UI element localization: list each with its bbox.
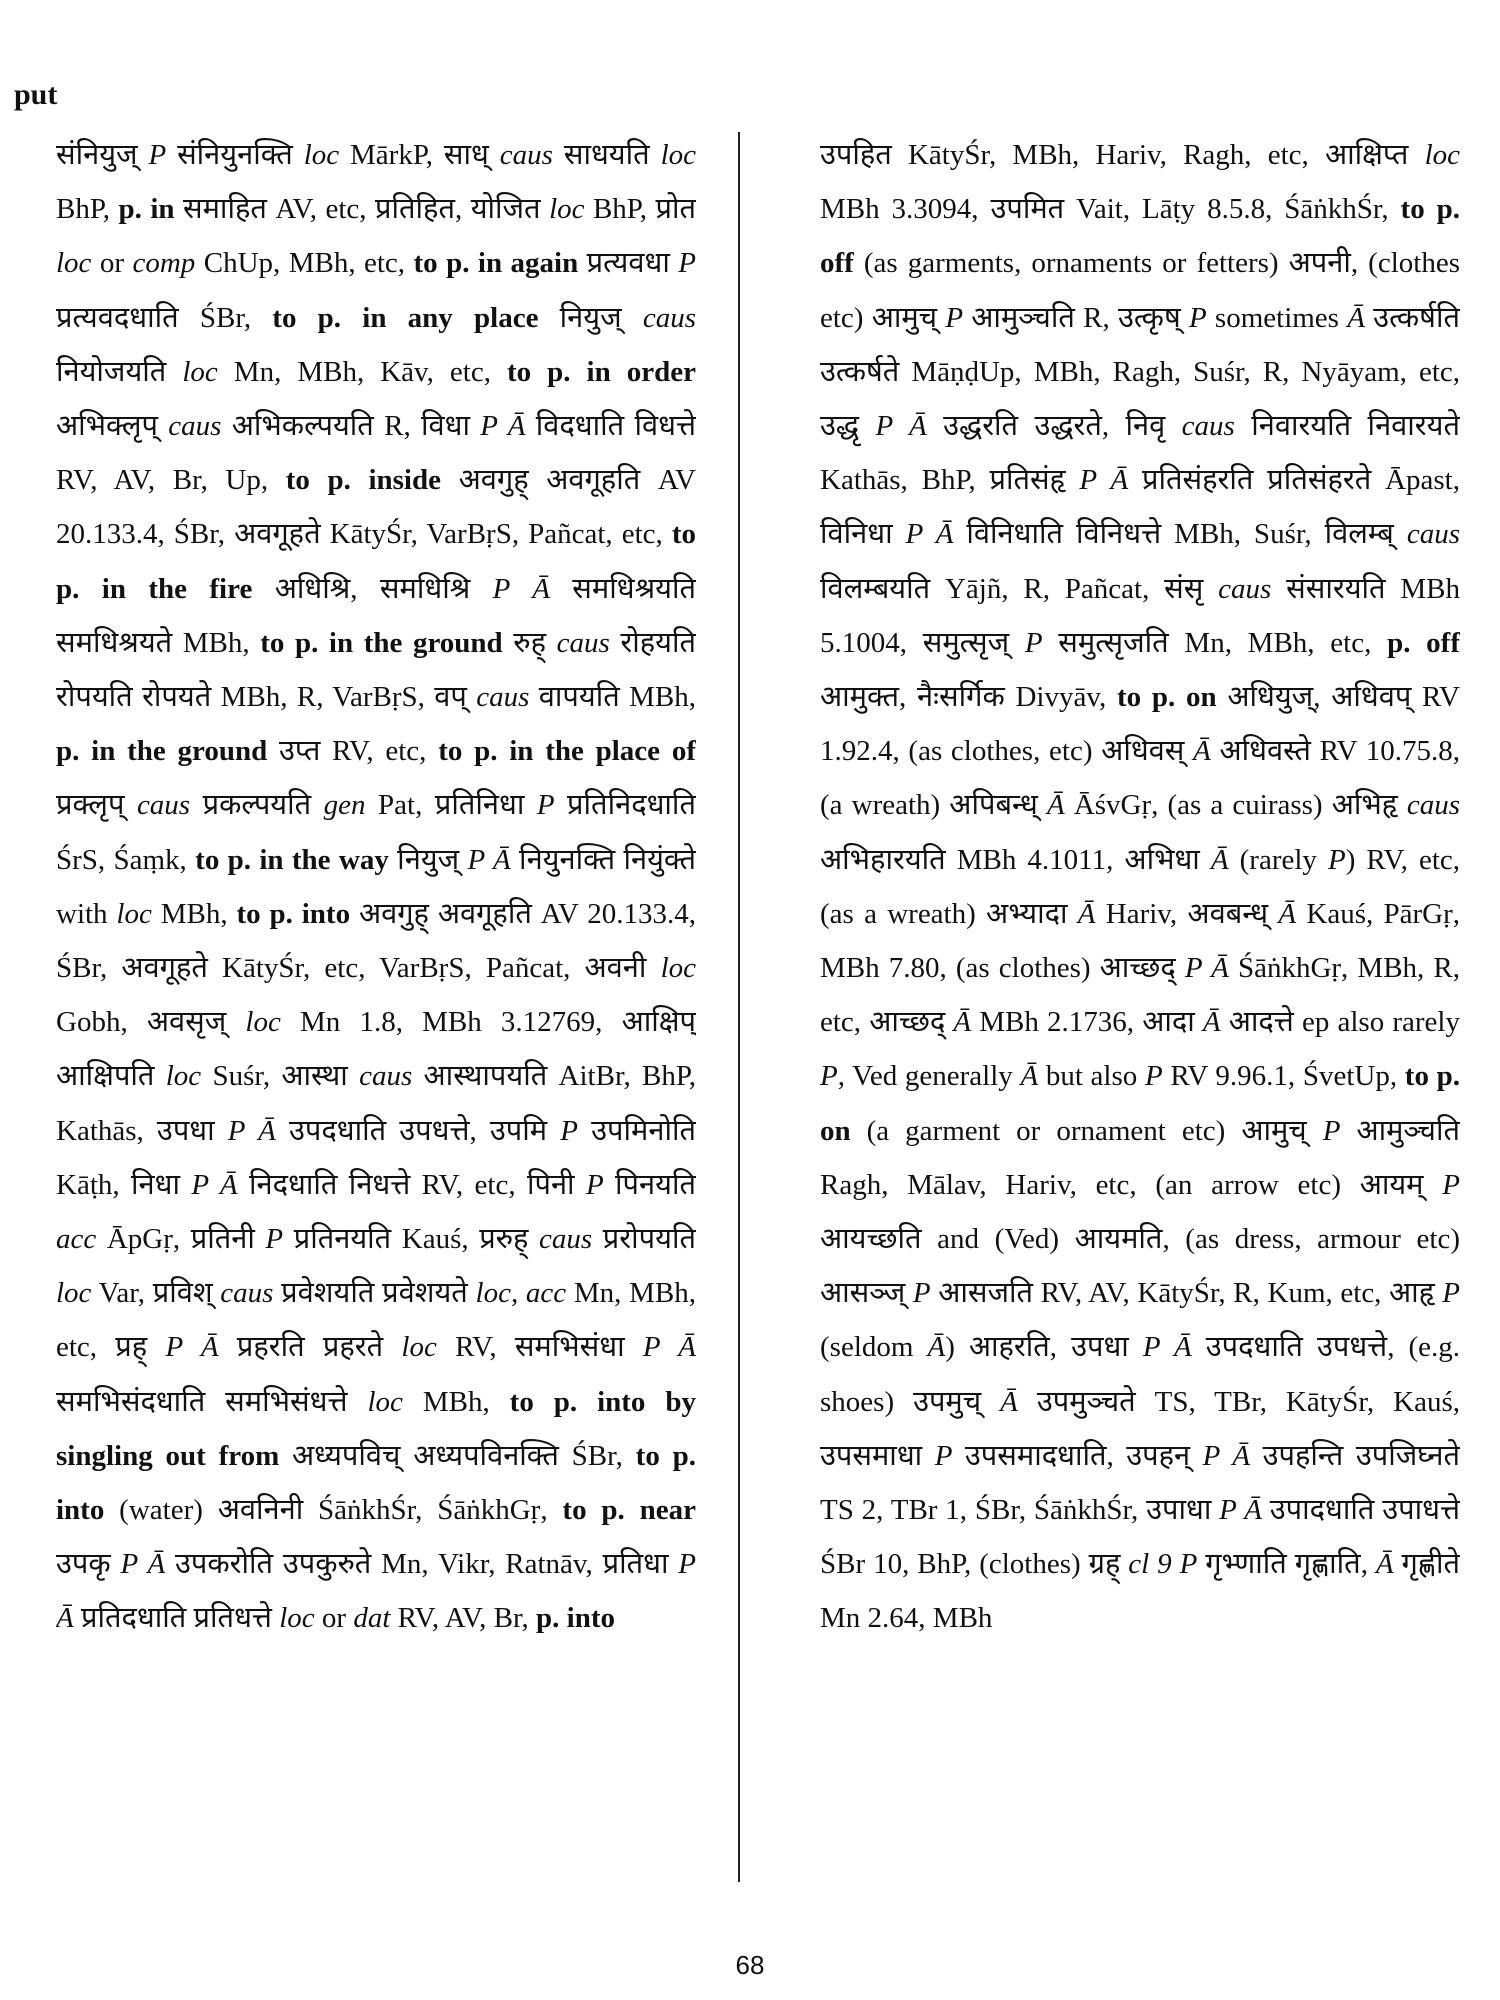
text-run: to p. inside	[285, 464, 441, 497]
text-run: P	[1024, 626, 1043, 659]
text-run: P Ā	[1219, 1494, 1262, 1527]
text-run: अभिकल्पयति R, विधा	[221, 410, 481, 443]
text-run: P	[912, 1277, 931, 1310]
text-run: p. off	[1387, 626, 1460, 659]
page-number: 68	[735, 1950, 765, 1980]
text-run: नियुज्	[538, 301, 643, 334]
text-run: caus	[168, 410, 222, 443]
text-run: ) RV, etc, (as a wreath) अभ्यादा	[820, 843, 1460, 930]
text-run: (a garment or ornament etc) आमुच्	[850, 1114, 1323, 1147]
text-run: प्रतिदधाति प्रतिधत्ते	[73, 1602, 280, 1635]
text-run: (water) अवनिनी ŚāṅkhŚr, ŚāṅkhGṛ,	[104, 1494, 563, 1527]
text-run: Ā	[953, 1006, 972, 1039]
text-run: (seldom	[820, 1331, 928, 1364]
text-run: p. in	[118, 193, 175, 226]
text-run: cl 9 P	[1128, 1548, 1198, 1581]
text-run: Ā	[1193, 735, 1211, 768]
text-run: to p. in the way	[195, 843, 389, 876]
text-run: Ā	[1375, 1548, 1394, 1581]
text-run: ) आहरति, उपधा	[945, 1331, 1143, 1364]
text-run: to p. into by singling out from	[56, 1385, 696, 1472]
text-run: उपादधाति उपाधत्ते ŚBr 10, BhP, (clothes) ग्रह्	[820, 1494, 1460, 1581]
text-run: नियुनक्ति नियुंक्ते with	[56, 843, 696, 930]
text-run: Ā	[1000, 1385, 1018, 1418]
text-run: caus	[556, 626, 610, 659]
text-run: ĀśvGṛ, (as a cuirass) अभिहृ	[1064, 789, 1407, 822]
text-run: अवगुह् अवगूहति AV 20.133.4, ŚBr, अवगूहते KātyŚr, etc, VarBṛS, Pañcat, अवनी	[56, 897, 696, 985]
text-run: loc	[56, 247, 92, 280]
text-run: Ā	[1020, 1060, 1039, 1093]
text-run: ŚāṅkhGṛ, MBh, R, etc, आच्छद्	[820, 952, 1460, 1039]
left-column-text	[56, 128, 696, 1646]
text-run: Pat, प्रतिनिधा	[365, 789, 537, 822]
text-run: नियोजयति	[56, 355, 183, 388]
text-run: अधिवस्ते RV 10.75.8, (a wreath) अपिबन्ध्	[820, 735, 1460, 822]
text-run: P Ā	[1184, 952, 1229, 985]
left-column	[56, 128, 696, 1918]
text-run: loc	[660, 952, 696, 985]
text-run: विनिधाति विनिधत्ते MBh, Suśr, विलम्ब्	[953, 518, 1407, 551]
text-run: to p. on	[820, 1060, 1460, 1147]
text-run: but also	[1038, 1060, 1145, 1093]
text-run: (as garments, ornaments or fetters) अपनी, (clothes etc) आमुच्	[820, 247, 1460, 334]
text-run: साधयति	[552, 139, 661, 171]
text-run: आस्थापयति AitBr, BhP, Kathās, उपधा	[56, 1060, 696, 1147]
text-run: P Ā	[467, 843, 511, 876]
text-run: अधिश्रि, समधिश्रि	[252, 572, 493, 605]
text-run: MBh,	[151, 897, 237, 930]
text-run: caus	[642, 301, 696, 334]
text-run: Gobh, अवसृज्	[56, 1006, 246, 1039]
text-run: आदत्ते ep also rarely	[1220, 1006, 1460, 1039]
text-run: रोहयति रोपयति रोपयते MBh, R, VarBṛS, वप्	[56, 626, 696, 714]
text-run: P Ā	[227, 1114, 276, 1147]
text-run: loc	[367, 1385, 403, 1418]
text-run: Mn 1.8, MBh 3.12769, आक्षिप् आक्षिपति	[56, 1006, 696, 1093]
text-run: Ā	[1046, 789, 1065, 822]
right-column	[820, 128, 1460, 1918]
text-run: आमुक्त, नैःसर्गिक Divyāv,	[820, 681, 1117, 714]
text-run: P Ā	[492, 572, 550, 605]
text-run: P	[1442, 1168, 1460, 1201]
text-run: P	[560, 1114, 578, 1147]
text-run: p. into	[536, 1602, 615, 1635]
text-run: to p. into	[56, 1439, 696, 1527]
text-run: (rarely	[1228, 843, 1328, 876]
text-run: Ā	[1278, 897, 1297, 930]
text-run: उपहित KātyŚr, MBh, Hariv, Ragh, etc, आक्षिप्त	[820, 139, 1425, 171]
text-run: P Ā	[875, 410, 927, 443]
text-run: प्रत्यवधा	[578, 247, 679, 280]
text-run: P Ā	[905, 518, 954, 551]
text-run: Kauś, PārGṛ, MBh 7.80, (as clothes) आच्छद्	[820, 897, 1460, 985]
text-run: प्रत्यवदधाति ŚBr,	[56, 301, 273, 334]
text-run: loc	[1424, 139, 1460, 171]
text-run: प्रतिनयति Kauś, प्ररुह्	[283, 1223, 540, 1256]
text-run: पिनयति	[603, 1168, 696, 1201]
text-run: caus	[1218, 572, 1272, 605]
text-run: dat	[353, 1602, 391, 1635]
text-run: Hariv, अवबन्ध्	[1095, 897, 1279, 930]
text-run: उपसमादधाति, उपहन्	[952, 1439, 1203, 1472]
text-run: संसारयति MBh 5.1004, समुत्सृज्	[820, 572, 1460, 659]
text-run: loc	[660, 139, 696, 171]
text-run: loc	[279, 1602, 315, 1635]
text-run: उपहन्ति उपजिघ्नते TS 2, TBr 1, ŚBr, ŚāṅkhŚr, उपाधा	[820, 1439, 1460, 1527]
text-run: caus	[220, 1277, 274, 1310]
text-run: ĀpGṛ, प्रतिनी	[96, 1223, 266, 1256]
text-run: अभिक्लृप्	[56, 410, 169, 443]
text-run: संनियुनक्ति	[166, 139, 304, 171]
text-run: वापयति MBh,	[529, 681, 696, 714]
text-run: to p. into	[236, 897, 351, 930]
text-run: caus	[136, 789, 191, 822]
text-run: आमुञ्चति R, उत्कृष्	[963, 301, 1189, 334]
text-run: निवारयति निवारयते Kathās, BhP, प्रतिसंहृ	[820, 410, 1460, 497]
text-run: P Ā	[56, 1548, 696, 1635]
text-run: P	[1327, 843, 1346, 876]
text-run: उपमुञ्चते TS, TBr, KātyŚr, Kauś, उपसमाधा	[820, 1385, 1460, 1472]
text-run: MBh 2.1736, आदा	[971, 1006, 1203, 1039]
text-run: BhP,	[56, 193, 119, 226]
text-run: Suśr, आस्था	[201, 1060, 360, 1093]
text-run: loc	[182, 355, 218, 388]
text-run: Ā	[927, 1331, 946, 1364]
text-run: to p. off	[820, 193, 1460, 280]
text-run: loc	[165, 1060, 202, 1093]
text-run: P	[934, 1439, 953, 1472]
text-run: or	[314, 1602, 354, 1635]
text-run: Ā	[1210, 843, 1229, 876]
text-run: RV, AV, Br,	[390, 1602, 537, 1635]
text-run: MBh 3.3094, उपमित Vait, Lāṭy 8.5.8, ŚāṅkhŚr,	[820, 193, 1401, 226]
text-run: P	[945, 301, 964, 334]
text-run: प्रकल्पयति	[190, 789, 324, 822]
text-run: विदधाति विधत्ते RV, AV, Br, Up,	[56, 410, 696, 497]
text-run: to p. near	[562, 1494, 696, 1527]
text-run: P Ā	[480, 410, 526, 443]
text-run: MārkP, साध्	[339, 139, 500, 171]
text-run: caus	[476, 681, 530, 714]
text-run: to p. on	[1116, 681, 1217, 714]
text-run: निदधाति निधत्ते RV, etc, पिनी	[237, 1168, 586, 1201]
text-run: P Ā	[120, 1548, 166, 1581]
text-run: Ā	[1347, 301, 1365, 334]
text-run: उपदधाति उपधत्ते, (e.g. shoes) उपमुच्	[820, 1331, 1460, 1418]
text-run: उत्कर्षति उत्कर्षते MāṇḍUp, MBh, Ragh, Suśr, R, Nyāyam, etc, उद्धृ	[820, 301, 1460, 443]
text-run: loc	[116, 897, 152, 930]
text-run: caus	[1406, 518, 1460, 551]
text-run: caus	[1181, 410, 1235, 443]
text-run: आमुञ्चति Ragh, Mālav, Hariv, etc, (an arrow etc) आयम्	[820, 1114, 1460, 1201]
text-run: प्रहरति प्रहरते	[218, 1331, 402, 1364]
text-run: उपमिनोति Kāṭh, निधा	[56, 1114, 696, 1201]
text-run: गृह्णीते Mn 2.64, MBh	[820, 1548, 1460, 1635]
text-run: प्रक्लृप्	[56, 789, 137, 822]
text-run: रुह्	[502, 626, 557, 659]
text-run: प्ररोपयति	[592, 1223, 696, 1256]
text-run: समधिश्रयति समधिश्रयते MBh,	[56, 572, 696, 659]
text-run: समभिसंदधाति समभिसंधत्ते	[56, 1385, 368, 1418]
text-run: अधियुज्, अधिवप् RV 1.92.4, (as clothes, etc) अधिवस्	[820, 681, 1460, 768]
text-run: P	[148, 139, 167, 171]
text-run: P	[1442, 1277, 1460, 1310]
text-run: अभिहारयति MBh 4.1011, अभिधा	[820, 843, 1211, 876]
text-run: P	[1144, 1060, 1163, 1093]
text-run: gen	[323, 789, 366, 822]
text-run: संनियुज्	[56, 139, 149, 171]
column-divider	[738, 132, 740, 1882]
text-run: acc	[56, 1223, 97, 1256]
text-run: MBh,	[402, 1385, 510, 1418]
text-run: Ā	[1202, 1006, 1221, 1039]
text-run: loc	[56, 1277, 92, 1310]
text-run: ChUp, MBh, etc,	[195, 247, 414, 280]
text-run: caus	[499, 139, 553, 171]
text-run: caus	[1406, 789, 1460, 822]
text-run: उद्धरति उद्धरते, निवृ	[926, 410, 1182, 443]
text-run: loc	[245, 1006, 281, 1039]
text-run: Mn, MBh, Kāv, etc,	[217, 355, 507, 388]
text-run: caus	[359, 1060, 413, 1093]
text-run: to p. in the ground	[260, 626, 503, 659]
text-run: आयच्छति and (Ved) आयमति, (as dress, armour etc) आसञ्ज्	[820, 1223, 1460, 1310]
text-run: P Ā	[1202, 1439, 1251, 1472]
right-column-text	[820, 128, 1460, 1646]
text-run: गृभ्णाति गृह्णाति,	[1197, 1548, 1376, 1581]
text-run: अवगुह् अवगूहति AV 20.133.4, ŚBr, अवगूहते KātyŚr, VarBṛS, Pañcat, etc,	[56, 464, 696, 551]
text-run: विलम्बयति Yājñ, R, Pañcat, संसृ	[820, 572, 1219, 605]
text-run: P	[536, 789, 555, 822]
text-run: comp	[132, 247, 196, 280]
text-run: to p. in order	[507, 355, 696, 388]
text-run: आसजति RV, AV, KātyŚr, R, Kum, etc, आहृ	[930, 1277, 1443, 1310]
text-run: P	[1188, 301, 1207, 334]
text-run: उप्त RV, etc,	[267, 735, 439, 768]
text-run: to p. in again	[413, 247, 579, 280]
text-run: P Ā	[1142, 1331, 1192, 1364]
text-run: नियुज्	[388, 843, 468, 876]
text-run: Var, प्रविश्	[91, 1277, 221, 1310]
text-run: उपकरोति उपकुरुते Mn, Vikr, Ratnāv, प्रतिधा	[165, 1548, 679, 1581]
text-run: P	[585, 1168, 604, 1201]
text-run: , Ved generally	[837, 1060, 1021, 1093]
text-run: Mn, MBh, etc, प्रह्	[56, 1277, 696, 1364]
text-run: loc	[401, 1331, 437, 1364]
text-run: RV 9.96.1, ŚvetUp,	[1162, 1060, 1405, 1093]
text-run: प्रवेशयति प्रवेशयते	[273, 1277, 476, 1310]
text-run: उपकृ	[56, 1548, 121, 1581]
text-run: RV, समभिसंधा	[436, 1331, 643, 1364]
text-run: to p. in the place of	[438, 735, 696, 768]
text-run: P Ā	[642, 1331, 696, 1364]
text-run: P Ā	[191, 1168, 238, 1201]
text-run: p. in the ground	[56, 735, 268, 768]
text-run: BhP, प्रोत	[584, 193, 696, 226]
text-run: to p. in any place	[272, 301, 539, 334]
text-run: समाहित AV, etc, प्रतिहित, योजित	[174, 193, 550, 226]
text-run: sometimes	[1206, 301, 1348, 334]
text-run: P	[820, 1060, 838, 1093]
text-run: or	[91, 247, 133, 280]
text-run: P	[678, 247, 696, 280]
text-run: P	[265, 1223, 284, 1256]
text-run: अध्यपविच् अध्यपविनक्ति ŚBr,	[279, 1439, 636, 1472]
text-run: P Ā	[1079, 464, 1129, 497]
text-run: to p. in the fire	[56, 518, 696, 605]
text-run: loc, acc	[475, 1277, 567, 1310]
headword: put	[14, 78, 58, 111]
text-run: P	[1322, 1114, 1341, 1147]
text-run: caus	[539, 1223, 593, 1256]
text-run: loc	[303, 139, 340, 171]
text-run: P Ā	[165, 1331, 219, 1364]
text-run: प्रतिसंहरति प्रतिसंहरते Āpast, विनिधा	[820, 464, 1460, 551]
text-run: प्रतिनिदधाति ŚrS, Śaṃk,	[56, 789, 696, 876]
text-run: उपदधाति उपधत्ते, उपमि	[275, 1114, 561, 1147]
text-run: समुत्सृजति Mn, MBh, etc,	[1042, 626, 1388, 659]
text-run: loc	[549, 193, 585, 226]
text-run: Ā	[1077, 897, 1096, 930]
